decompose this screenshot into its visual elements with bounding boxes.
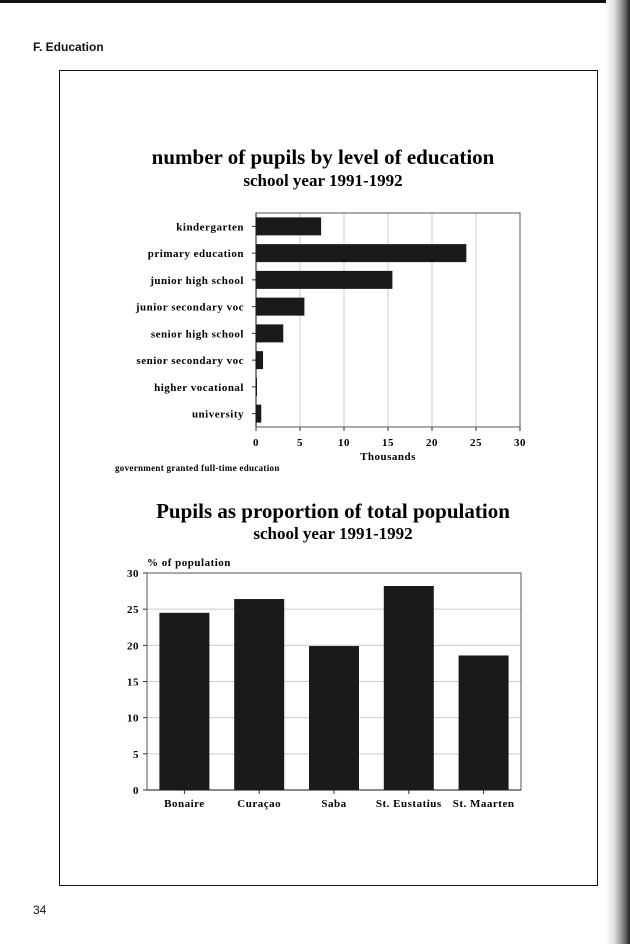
bar-university: [256, 405, 261, 423]
chart2-subtitle: school year 1991-1992: [253, 524, 413, 543]
category-label: Bonaire: [164, 798, 205, 810]
bar-junior-secondary-voc: [256, 298, 304, 316]
y-tick-label: 15: [127, 676, 139, 689]
page-number: 34: [33, 903, 47, 917]
y-tick-label: 10: [127, 712, 139, 725]
chart1-title: number of pupils by level of education: [151, 145, 495, 169]
category-label: junior secondary voc: [135, 301, 244, 314]
bar-senior-high-school: [256, 324, 283, 342]
category-label: kindergarten: [176, 221, 244, 234]
x-tick-label: 20: [426, 437, 438, 449]
category-label: Curaçao: [237, 798, 282, 810]
section-header: F. Education: [33, 40, 104, 54]
category-label: St. Maarten: [452, 798, 515, 810]
category-label: primary education: [147, 248, 244, 261]
category-label: St. Eustatius: [375, 798, 442, 810]
chart1-footnote: government granted full-time education: [115, 463, 280, 473]
x-tick-label: 5: [297, 437, 303, 449]
category-label: university: [191, 408, 244, 421]
x-tick-label: 0: [253, 437, 259, 449]
category-label: senior high school: [150, 328, 244, 341]
chart2-ylabel: % of population: [147, 557, 231, 569]
chart2-title: Pupils as proportion of total population: [156, 499, 510, 523]
y-tick-label: 30: [127, 568, 139, 580]
category-label: Saba: [321, 798, 347, 810]
chart-1: [115, 145, 526, 473]
chart1-xlabel: Thousands: [360, 451, 416, 463]
x-tick-label: 30: [514, 437, 526, 449]
bar-senior-secondary-voc: [256, 351, 263, 369]
x-tick-label: 10: [338, 437, 350, 449]
x-tick-label: 15: [382, 437, 394, 449]
bar-primary-education: [256, 244, 466, 262]
y-tick-label: 5: [133, 748, 139, 761]
chart-2: [127, 499, 521, 810]
y-tick-label: 0: [133, 785, 139, 797]
bar-St-Maarten: [459, 655, 509, 790]
category-label: senior secondary voc: [136, 355, 244, 368]
category-label: junior high school: [150, 274, 244, 287]
y-tick-label: 25: [127, 604, 139, 617]
category-label: higher vocational: [154, 381, 244, 394]
bar-junior-high-school: [256, 271, 392, 289]
chart1-subtitle: school year 1991-1992: [243, 171, 403, 190]
bar-Curaçao: [234, 599, 284, 790]
x-tick-label: 25: [470, 437, 482, 449]
bar-Saba: [309, 646, 359, 790]
bar-Bonaire: [159, 613, 209, 790]
y-tick-label: 20: [127, 640, 139, 653]
bar-St-Eustatius: [384, 586, 434, 790]
bar-kindergarten: [256, 217, 321, 235]
